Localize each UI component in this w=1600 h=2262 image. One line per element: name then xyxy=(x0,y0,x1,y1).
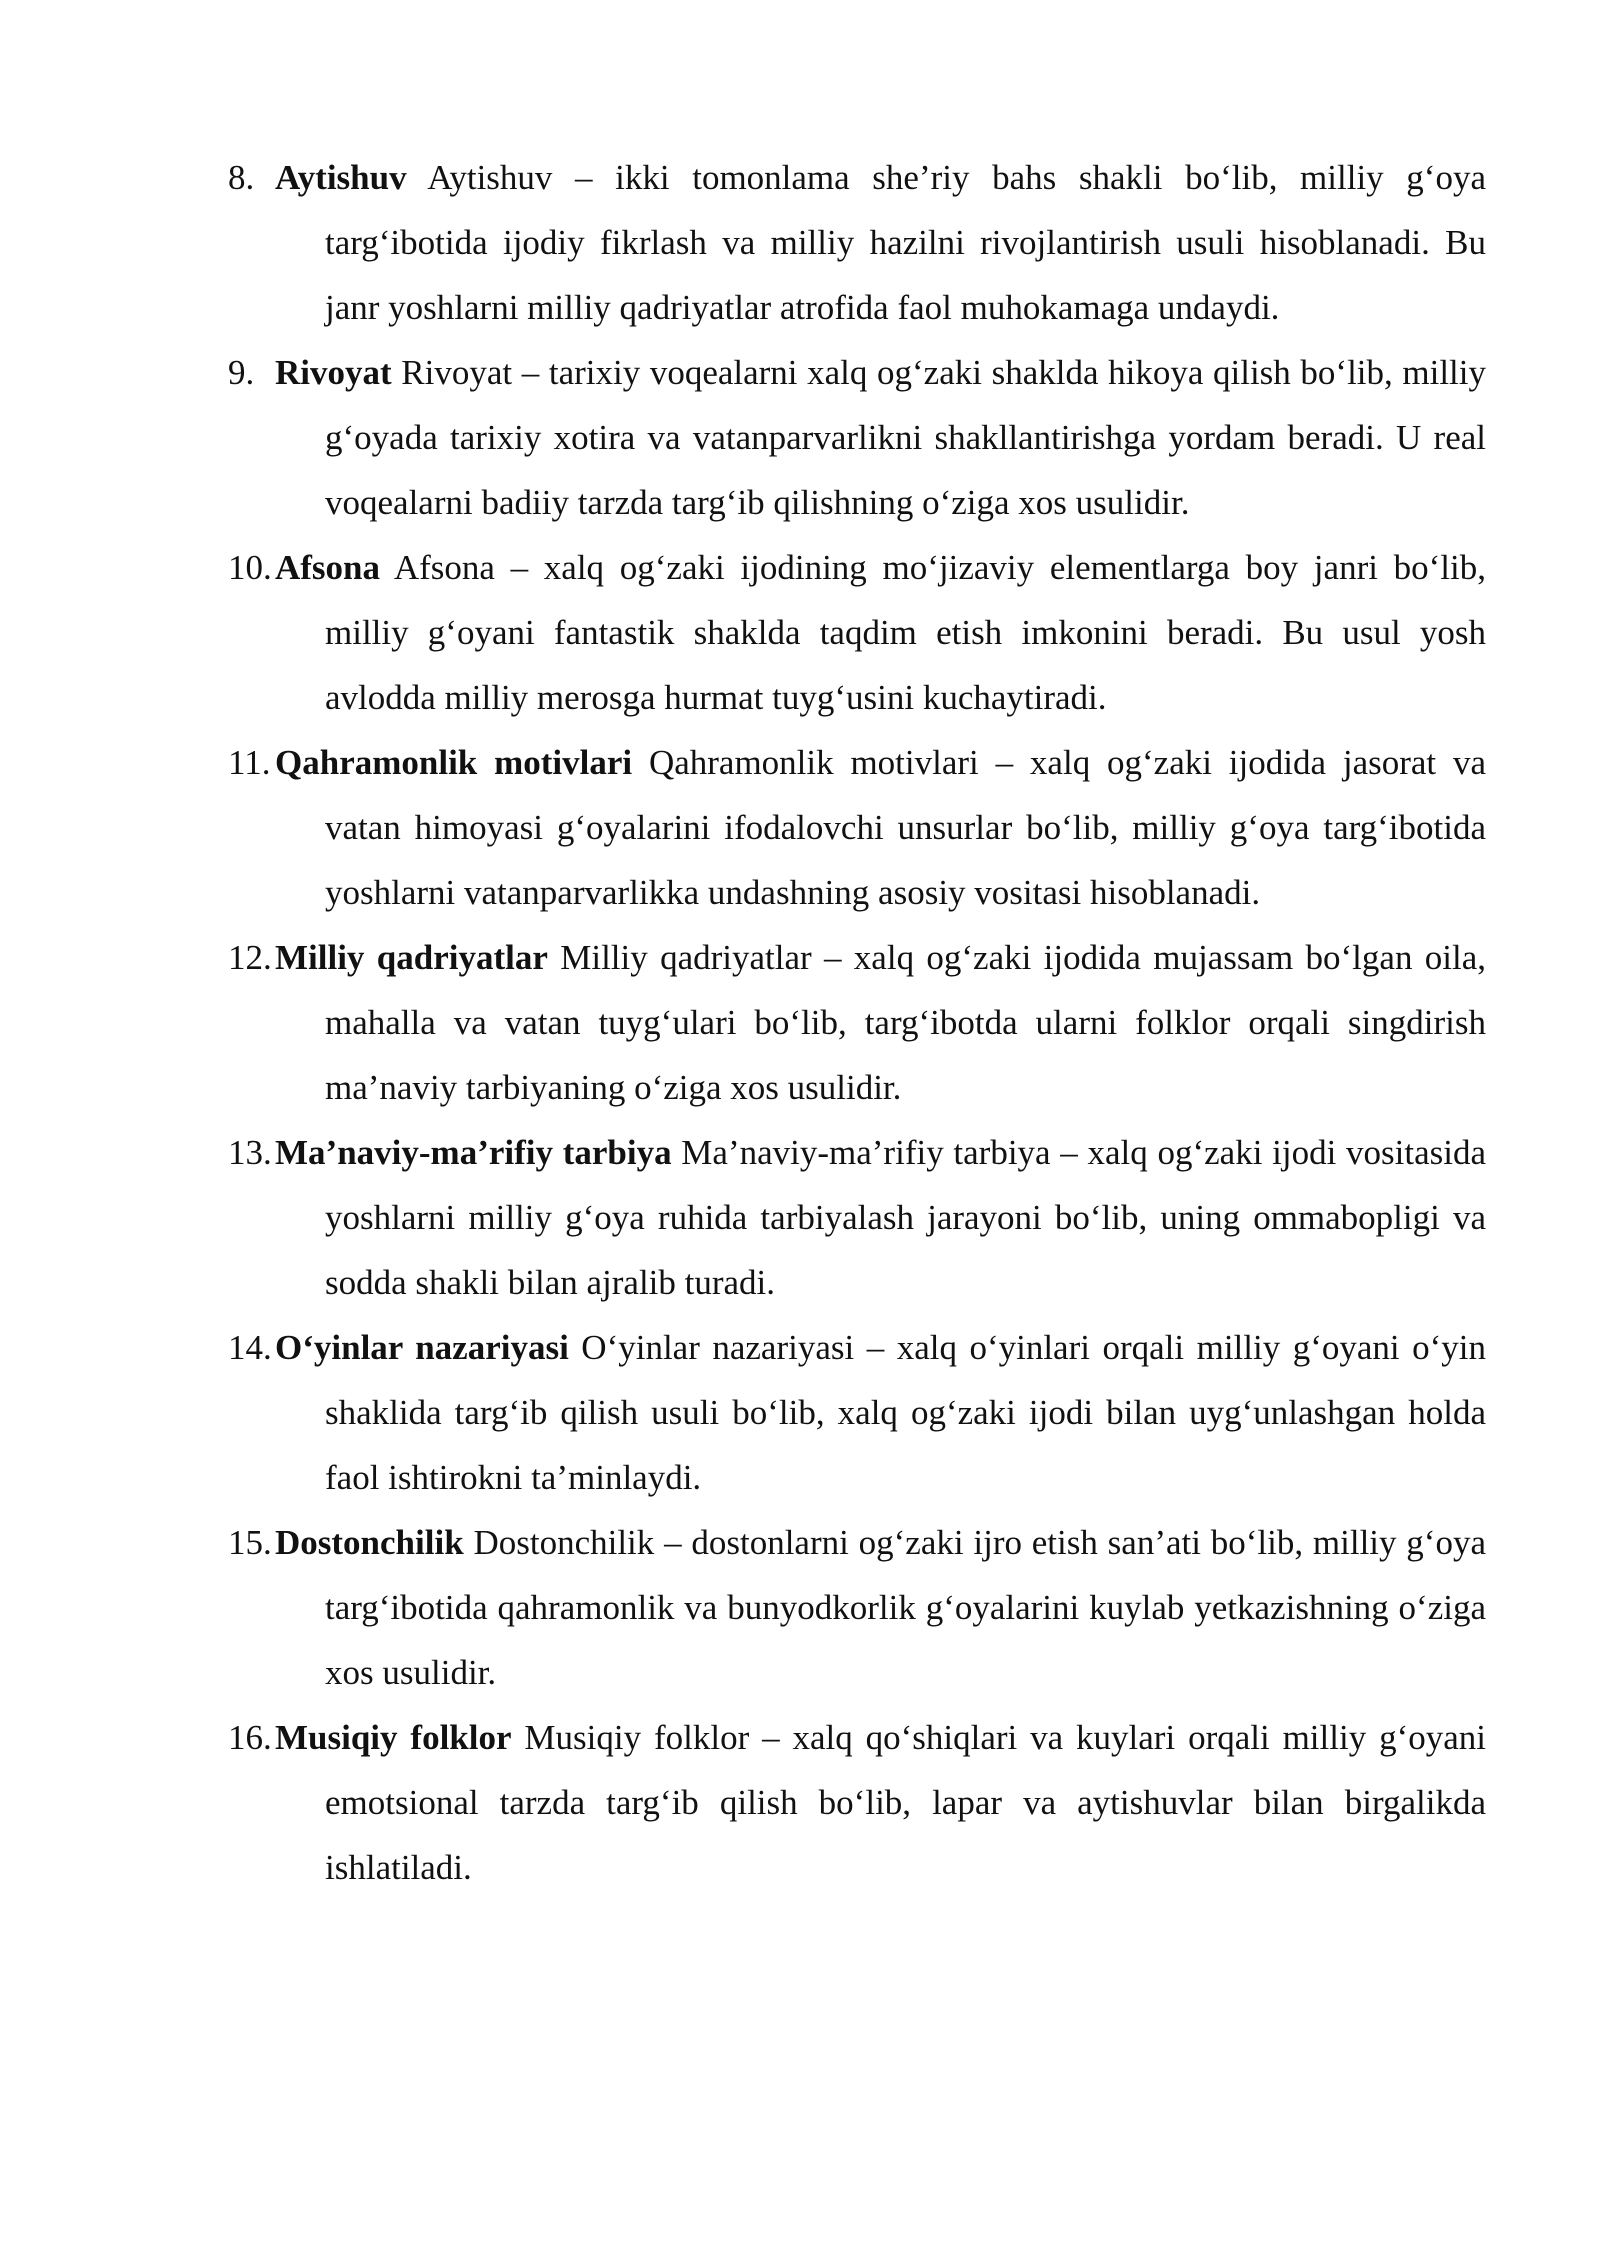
item-definition: Milliy qadriyatlar – xalq og‘zaki ijodida mujassam bo‘lgan oila, mahalla va vatan tuyg‘ulari bo‘lib, targ‘ibotda ularni folklor orqali singdirish ma’naviy tarbiyaning o‘ziga xos usulidir. xyxy=(325,938,1487,1107)
item-number: 15. xyxy=(228,1523,272,1562)
item-definition: Qahramonlik motivlari – xalq og‘zaki ijodida jasorat va vatan himoyasi g‘oyalarini ifodalovchi unsurlar bo‘lib, milliy g‘oya targ‘ibotida yoshlarni vatanparvarlikka undashning asosiy vositasi hisoblanadi. xyxy=(325,743,1487,912)
item-first-line xyxy=(275,743,632,782)
item-content xyxy=(275,1705,1486,1900)
item-number: 11. xyxy=(228,743,271,782)
list-item xyxy=(228,535,1486,730)
item-content xyxy=(275,145,1486,340)
item-term: Qahramonlik motivlari xyxy=(275,743,633,782)
item-term: Milliy qadriyatlar xyxy=(275,938,548,977)
item-content xyxy=(275,340,1487,535)
item-number: 13. xyxy=(228,1133,272,1172)
item-first-line xyxy=(275,1133,672,1172)
item-first-line xyxy=(275,1718,512,1757)
item-term: Musiqiy folklor xyxy=(275,1718,512,1757)
item-definition: Musiqiy folklor – xalq qo‘shiqlari va kuylari orqali milliy g‘oyani emotsional tarzda targ‘ib qilish bo‘lib, lapar va aytishuvlar bilan birgalikda ishlatiladi. xyxy=(325,1718,1486,1887)
item-definition: O‘yinlar nazariyasi – xalq o‘yinlari orqali milliy g‘oyani o‘yin shaklida targ‘ib qilish usuli bo‘lib, xalq og‘zaki ijodi bilan uyg‘unlashgan holda faol ishtirokni ta’minlaydi. xyxy=(325,1328,1486,1497)
item-content xyxy=(275,1120,1486,1315)
item-number: 16. xyxy=(228,1718,272,1757)
list-item xyxy=(228,340,1486,535)
list-item xyxy=(228,1705,1486,1900)
item-content xyxy=(275,1315,1486,1510)
term-list xyxy=(228,145,1486,1900)
list-item xyxy=(228,730,1486,925)
item-content xyxy=(275,925,1487,1120)
item-definition: Ma’naviy-ma’rifiy tarbiya – xalq og‘zaki ijodi vositasida yoshlarni milliy g‘oya ruhida tarbiyalash jarayoni bo‘lib, uning ommabopligi va sodda shakli bilan ajralib turadi. xyxy=(325,1133,1486,1302)
list-item xyxy=(228,1315,1486,1510)
item-first-line xyxy=(275,938,548,977)
list-item xyxy=(228,1120,1486,1315)
item-definition: Afsona – xalq og‘zaki ijodining mo‘jizaviy elementlarga boy janri bo‘lib, milliy g‘oyani fantastik shaklda taqdim etish imkonini beradi. Bu usul yosh avlodda milliy merosga hurmat tuyg‘usini kuchaytiradi. xyxy=(325,548,1486,717)
item-term: Afsona xyxy=(275,548,381,587)
item-number: 9. xyxy=(228,353,255,392)
item-content xyxy=(275,535,1486,730)
item-first-line xyxy=(275,548,380,587)
item-term: Dostonchilik xyxy=(275,1523,464,1562)
list-item xyxy=(228,145,1486,340)
item-number: 8. xyxy=(228,158,255,197)
item-content xyxy=(275,730,1487,925)
item-term: Aytishuv xyxy=(275,158,407,197)
item-number: 10. xyxy=(228,548,272,587)
item-first-line xyxy=(275,1523,464,1562)
item-content xyxy=(275,1510,1486,1705)
item-number: 14. xyxy=(228,1328,272,1367)
list-item xyxy=(228,925,1486,1120)
item-first-line xyxy=(275,353,392,392)
item-definition: Rivoyat – tarixiy voqealarni xalq og‘zaki shaklda hikoya qilish bo‘lib, milliy g‘oyada tarixiy xotira va vatanparvarlikni shakllantirishga yordam beradi. U real voqealarni badiiy tarzda targ‘ib qilishning o‘ziga xos usulidir. xyxy=(325,353,1487,522)
item-number: 12. xyxy=(228,938,272,977)
item-definition: Dostonchilik – dostonlarni og‘zaki ijro etish san’ati bo‘lib, milliy g‘oya targ‘ibotida qahramonlik va bunyodkorlik g‘oyalarini kuylab yetkazishning o‘ziga xos usulidir. xyxy=(325,1523,1486,1692)
list-item xyxy=(228,1510,1486,1705)
item-first-line xyxy=(275,158,407,197)
item-definition: Aytishuv – ikki tomonlama she’riy bahs shakli bo‘lib, milliy g‘oya targ‘ibotida ijodiy fikrlash va milliy hazilni rivojlantirish usuli hisoblanadi. Bu janr yoshlarni milliy qadriyatlar atrofida faol muhokamaga undaydi. xyxy=(325,158,1486,327)
item-term: Rivoyat xyxy=(275,353,392,392)
item-term: O‘yinlar nazariyasi xyxy=(275,1328,569,1367)
item-term: Ma’naviy-ma’rifiy tarbiya xyxy=(275,1133,672,1172)
item-first-line xyxy=(275,1328,569,1367)
